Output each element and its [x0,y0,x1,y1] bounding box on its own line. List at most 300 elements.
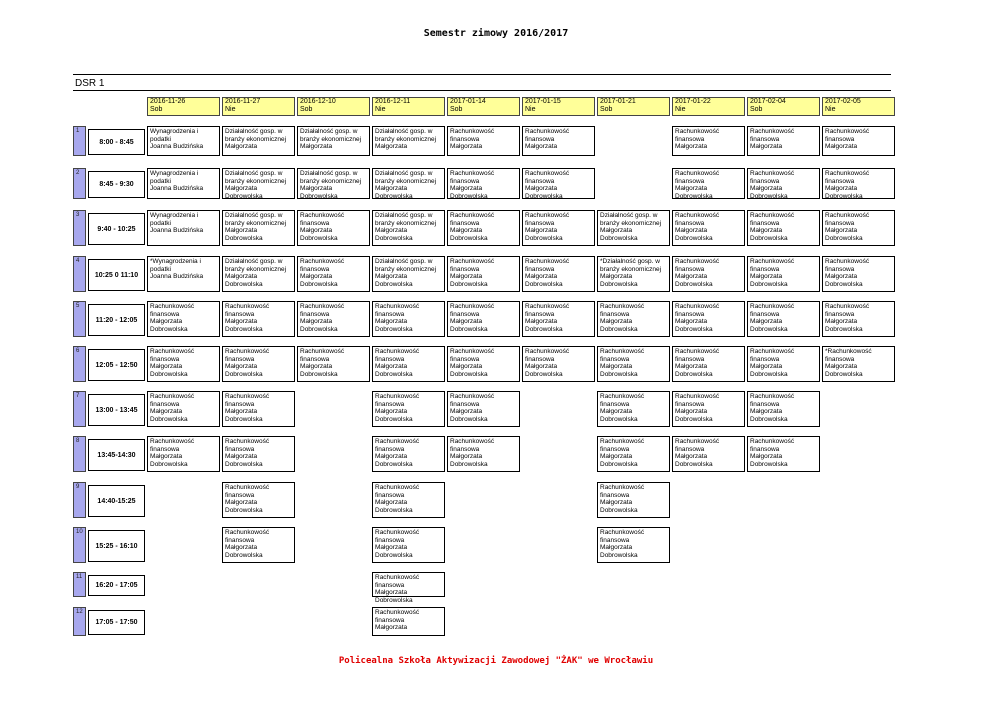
class-cell-line: Rachunkowość [525,128,570,135]
date-header [672,97,745,116]
class-cell-line: Małgorzata [450,185,483,193]
class-cell [297,256,370,292]
class-cell-line: Rachunkowość [750,438,795,445]
class-cell-line: Dobrowolska [675,234,713,242]
class-cell-line: Małgorzata [375,544,408,552]
class-cell-line: finansowa [750,445,780,453]
class-cell-line: Dobrowolska [450,460,488,468]
slot-time: 8:45 - 9:30 [88,171,145,198]
class-cell-line: finansowa [825,310,855,318]
class-cell-line: Dobrowolska [600,551,638,559]
slot-time: 12:05 - 12:50 [88,349,145,381]
class-cell [747,168,820,199]
class-cell-line: Małgorzata [675,363,708,371]
slot-number: 4 [73,256,86,292]
class-cell-line: Dobrowolska [675,280,713,288]
class-cell [222,527,295,563]
class-cell [222,126,295,156]
class-cell-line: Małgorzata [750,185,783,193]
class-cell-line: finansowa [525,135,555,143]
class-cell-line: Małgorzata [375,273,408,281]
class-cell-line: Małgorzata [450,318,483,326]
class-cell-line: Małgorzata [375,499,408,507]
class-cell-line: finansowa [375,491,405,499]
date-header [597,97,670,116]
class-cell-line: *Wynagrodzenia i [150,258,201,265]
class-cell-line: Joanna Budzińska [150,227,204,235]
class-cell-line: Dobrowolska [225,280,263,288]
class-cell-line: Małgorzata [600,318,633,326]
date-header-day: Sob [450,106,463,113]
class-cell-line: finansowa [300,310,330,318]
class-cell-line: finansowa [675,177,705,185]
class-cell-line: Rachunkowość [375,393,420,400]
class-cell-line: Dobrowolska [375,596,413,604]
class-cell-line: finansowa [375,310,405,318]
class-cell-line: Rachunkowość [225,303,270,310]
class-cell-line: Działalność gosp. w [375,128,433,135]
slot-number: 7 [73,391,86,427]
class-cell-line: Rachunkowość [450,303,495,310]
class-cell [447,301,520,337]
class-cell [522,346,595,382]
class-cell-line: Rachunkowość [600,348,645,355]
class-cell-line: finansowa [600,491,630,499]
class-cell-line: Małgorzata [825,143,858,151]
slot-number: 1 [73,126,86,156]
class-cell-line: finansowa [450,177,480,185]
slot-number: 12 [73,607,86,636]
class-cell [372,607,445,636]
class-cell-line: Małgorzata [150,453,183,461]
class-cell-line: Dobrowolska [375,234,413,242]
class-cell [447,436,520,472]
class-cell-line: finansowa [825,135,855,143]
header-rule-top [73,74,891,75]
class-cell [672,391,745,427]
class-cell-line: Małgorzata [300,318,333,326]
class-cell-line: Małgorzata [375,363,408,371]
class-cell-line: finansowa [450,445,480,453]
class-cell-line: Dobrowolska [375,325,413,333]
class-cell [222,168,295,199]
class-cell-line: Rachunkowość [375,574,420,581]
class-cell [222,346,295,382]
class-cell [147,436,220,472]
class-cell-line: finansowa [450,355,480,363]
class-cell [672,436,745,472]
class-cell-line: Wynagrodzenia i [150,212,199,219]
class-cell-line: Rachunkowość [750,348,795,355]
date-header-date: 2017-01-15 [525,98,561,105]
class-cell-line: Dobrowolska [525,370,563,378]
class-cell-line: Rachunkowość [750,212,795,219]
slot-number: 8 [73,436,86,472]
date-header-day: Nie [825,106,836,113]
class-cell-line: Działalność gosp. w [375,170,433,177]
class-cell-line: Wynagrodzenia i [150,128,199,135]
class-cell-line: Rachunkowość [675,212,720,219]
class-cell-line: Rachunkowość [825,303,870,310]
class-cell-line: Dobrowolska [375,192,413,200]
class-cell-line: *Rachunkowość [825,348,872,355]
class-cell [372,256,445,292]
class-cell [747,301,820,337]
class-cell [747,346,820,382]
class-cell-line: Małgorzata [300,143,333,151]
class-cell-line: Dobrowolska [450,234,488,242]
class-cell-line: Małgorzata [150,318,183,326]
slot-time: 8:00 - 8:45 [88,129,145,155]
class-cell-line: Dobrowolska [300,280,338,288]
class-cell-line: Małgorzata [375,185,408,193]
date-header-date: 2016-11-26 [150,98,186,105]
class-cell [672,126,745,156]
class-cell-line: Dobrowolska [825,325,863,333]
class-cell-line: Rachunkowość [525,348,570,355]
class-cell-line: Dobrowolska [825,192,863,200]
class-cell [147,391,220,427]
class-cell-line: Małgorzata [375,589,408,597]
class-cell-line: Małgorzata [450,363,483,371]
class-cell-line: Dobrowolska [225,415,263,423]
class-cell-line: Rachunkowość [675,348,720,355]
class-cell-line: Małgorzata [600,453,633,461]
class-cell-line: Rachunkowość [300,303,345,310]
class-cell [597,210,670,246]
class-cell-line: Małgorzata [225,408,258,416]
class-cell-line: Małgorzata [450,143,483,151]
class-cell [222,256,295,292]
class-cell-line: finansowa [825,219,855,227]
class-cell [672,210,745,246]
class-cell-line: finansowa [675,135,705,143]
class-cell-line: Małgorzata [300,273,333,281]
class-cell-line: Rachunkowość [300,348,345,355]
class-cell-line: Małgorzata [225,143,258,151]
class-cell-line: Dobrowolska [675,370,713,378]
class-cell-line: Rachunkowość [375,609,420,616]
class-cell-line: finansowa [375,445,405,453]
class-cell-line: finansowa [825,265,855,273]
class-cell-line: Dobrowolska [675,325,713,333]
class-cell-line: Rachunkowość [450,348,495,355]
class-cell-line: Rachunkowość [675,258,720,265]
class-cell-line: Dobrowolska [525,234,563,242]
class-cell-line: Dobrowolska [300,192,338,200]
class-cell-line: Dobrowolska [825,280,863,288]
class-cell-line: finansowa [300,355,330,363]
date-header [297,97,370,116]
class-cell-line: Małgorzata [675,143,708,151]
class-cell [372,436,445,472]
class-cell [822,210,895,246]
class-cell-line: podatki [150,219,171,227]
class-cell-line: Joanna Budzińska [150,185,204,193]
class-cell [597,527,670,563]
class-cell-line: Dobrowolska [225,551,263,559]
class-cell-line: branży ekonomicznej [375,177,437,185]
date-header-date: 2017-01-22 [675,98,711,105]
class-cell-line: Rachunkowość [150,438,195,445]
class-cell-line: finansowa [750,265,780,273]
class-cell-line: Rachunkowość [825,128,870,135]
class-cell-line: Dobrowolska [750,460,788,468]
class-cell [372,482,445,518]
class-cell-line: Dobrowolska [675,415,713,423]
class-cell-line: Rachunkowość [375,438,420,445]
class-cell-line: finansowa [750,219,780,227]
class-cell-line: Rachunkowość [150,393,195,400]
class-cell-line: branży ekonomicznej [375,135,437,143]
class-cell-line: finansowa [375,355,405,363]
class-cell-line: Małgorzata [525,227,558,235]
class-cell [747,436,820,472]
class-cell-line: Dobrowolska [450,370,488,378]
class-cell-line: finansowa [225,310,255,318]
class-cell-line: podatki [150,265,171,273]
class-cell-line: Rachunkowość [675,438,720,445]
group-label: DSR 1 [75,78,105,89]
class-cell-line: Rachunkowość [525,258,570,265]
class-cell-line: finansowa [600,310,630,318]
class-cell [297,301,370,337]
class-cell-line: Małgorzata [675,185,708,193]
class-cell-line: Dobrowolska [375,506,413,514]
class-cell [297,126,370,156]
class-cell-line: Rachunkowość [750,303,795,310]
class-cell-line: finansowa [375,581,405,589]
class-cell-line: Dobrowolska [150,460,188,468]
class-cell-line: finansowa [675,445,705,453]
class-cell-line: Małgorzata [225,185,258,193]
class-cell-line: Małgorzata [375,624,408,632]
class-cell-line: finansowa [150,400,180,408]
class-cell-line: Małgorzata [600,499,633,507]
date-header-date: 2017-02-04 [750,98,786,105]
class-cell-line: Rachunkowość [525,303,570,310]
class-cell-line: Działalność gosp. w [225,170,283,177]
class-cell-line: Rachunkowość [450,170,495,177]
class-cell [522,301,595,337]
class-cell-line: Małgorzata [375,318,408,326]
class-cell-line: finansowa [750,355,780,363]
class-cell-line: Rachunkowość [225,484,270,491]
class-cell-line: Dobrowolska [375,415,413,423]
class-cell-line: Dobrowolska [750,192,788,200]
class-cell-line: Małgorzata [825,227,858,235]
date-header-day: Sob [600,106,613,113]
class-cell [522,126,595,156]
class-cell-line: Dobrowolska [150,370,188,378]
class-cell [747,210,820,246]
class-cell [222,301,295,337]
slot-number: 5 [73,301,86,337]
class-cell-line: Małgorzata [750,363,783,371]
class-cell-line: Małgorzata [675,453,708,461]
class-cell-line: Małgorzata [150,363,183,371]
class-cell [447,126,520,156]
class-cell-line: podatki [150,135,171,143]
class-cell-line: Rachunkowość [375,529,420,536]
class-cell-line: Małgorzata [375,227,408,235]
date-header [147,97,220,116]
class-cell-line: Działalność gosp. w [600,212,658,219]
class-cell-line: Rachunkowość [600,393,645,400]
class-cell-line: Małgorzata [825,273,858,281]
date-header-date: 2017-01-21 [600,98,636,105]
class-cell-line: Małgorzata [225,363,258,371]
slot-time: 16:20 - 17:05 [88,575,145,596]
class-cell-line: Rachunkowość [450,128,495,135]
slot-time: 13:00 - 13:45 [88,394,145,426]
class-cell-line: branży ekonomicznej [225,219,287,227]
class-cell-line: Dobrowolska [750,370,788,378]
class-cell-line: Dobrowolska [225,506,263,514]
class-cell-line: Rachunkowość [375,484,420,491]
class-cell [597,482,670,518]
class-cell [822,256,895,292]
class-cell-line: finansowa [525,177,555,185]
class-cell-line: Dobrowolska [375,280,413,288]
class-cell-line: Rachunkowość [225,529,270,536]
class-cell [672,256,745,292]
class-cell [597,436,670,472]
class-cell-line: finansowa [300,219,330,227]
class-cell-line: Dobrowolska [450,325,488,333]
slot-time: 13:45-14:30 [88,439,145,471]
class-cell-line: finansowa [600,445,630,453]
class-cell-line: Dobrowolska [450,280,488,288]
class-cell-line: Małgorzata [300,363,333,371]
class-cell-line: branży ekonomicznej [300,135,362,143]
class-cell-line: branży ekonomicznej [375,219,437,227]
class-cell [822,346,895,382]
class-cell [372,527,445,563]
date-header-day: Nie [225,106,236,113]
class-cell-line: Małgorzata [825,185,858,193]
class-cell-line: Joanna Budzińska [150,273,204,281]
date-header-date: 2016-11-27 [225,98,261,105]
class-cell-line: Dobrowolska [600,415,638,423]
class-cell-line: Rachunkowość [750,393,795,400]
class-cell [372,210,445,246]
class-cell-line: Dobrowolska [750,280,788,288]
class-cell-line: Dobrowolska [450,192,488,200]
class-cell-line: Dobrowolska [600,325,638,333]
class-cell-line: Rachunkowość [675,393,720,400]
class-cell-line: Działalność gosp. w [225,258,283,265]
slot-number: 10 [73,527,86,563]
class-cell-line: Małgorzata [225,318,258,326]
class-cell-line: Rachunkowość [525,212,570,219]
slot-time: 17:05 - 17:50 [88,610,145,635]
class-cell-line: Dobrowolska [600,370,638,378]
class-cell-line: finansowa [225,491,255,499]
class-cell-line: Małgorzata [825,318,858,326]
class-cell-line: finansowa [450,310,480,318]
class-cell [597,301,670,337]
class-cell-line: Rachunkowość [675,303,720,310]
class-cell-line: Działalność gosp. w [375,258,433,265]
class-cell-line: Małgorzata [750,273,783,281]
date-header-day: Nie [525,106,536,113]
class-cell-line: Wynagrodzenia i [150,170,199,177]
class-cell [297,346,370,382]
slot-time: 14:40-15:25 [88,485,145,517]
class-cell-line: Rachunkowość [450,212,495,219]
date-header [222,97,295,116]
class-cell-line: Dobrowolska [375,551,413,559]
class-cell [297,168,370,199]
class-cell [747,126,820,156]
class-cell-line: podatki [150,177,171,185]
class-cell-line: Małgorzata [375,143,408,151]
class-cell-line: finansowa [600,400,630,408]
class-cell-line: finansowa [150,355,180,363]
class-cell-line: branży ekonomicznej [600,219,662,227]
class-cell-line: finansowa [450,400,480,408]
class-cell [447,391,520,427]
class-cell-line: finansowa [750,177,780,185]
class-cell-line: Małgorzata [675,227,708,235]
class-cell-line: Rachunkowość [750,128,795,135]
class-cell-line: Dobrowolska [750,234,788,242]
class-cell-line: Rachunkowość [450,258,495,265]
date-header-date: 2016-12-11 [375,98,411,105]
class-cell [147,126,220,156]
class-cell-line: Małgorzata [375,453,408,461]
class-cell-line: Małgorzata [750,318,783,326]
class-cell-line: finansowa [150,445,180,453]
class-cell-line: Dobrowolska [525,325,563,333]
class-cell-line: finansowa [225,355,255,363]
class-cell-line: Dobrowolska [375,370,413,378]
class-cell [147,168,220,199]
class-cell-line: Rachunkowość [525,170,570,177]
class-cell-line: branży ekonomicznej [300,177,362,185]
class-cell-line: Małgorzata [750,453,783,461]
class-cell [447,256,520,292]
slot-time: 15:25 - 16:10 [88,530,145,562]
class-cell-line: Małgorzata [375,408,408,416]
class-cell-line: *Działalność gosp. w [600,258,660,265]
class-cell-line: finansowa [675,355,705,363]
date-header [822,97,895,116]
date-header-day: Nie [375,106,386,113]
class-cell-line: finansowa [300,265,330,273]
class-cell [297,210,370,246]
class-cell-line: Małgorzata [675,318,708,326]
class-cell-line: Rachunkowość [300,212,345,219]
class-cell-line: Rachunkowość [825,258,870,265]
class-cell-line: Dobrowolska [525,280,563,288]
class-cell-line: Rachunkowość [450,438,495,445]
class-cell [372,391,445,427]
class-cell-line: Małgorzata [300,185,333,193]
class-cell-line: Małgorzata [450,227,483,235]
class-cell-line: finansowa [525,355,555,363]
class-cell [147,301,220,337]
class-cell-line: Dobrowolska [450,415,488,423]
class-cell-line: Działalność gosp. w [225,128,283,135]
class-cell-line: Małgorzata [600,227,633,235]
class-cell-line: Rachunkowość [825,212,870,219]
class-cell-line: Rachunkowość [225,438,270,445]
class-cell [147,256,220,292]
date-header [522,97,595,116]
date-header-day: Sob [150,106,163,113]
